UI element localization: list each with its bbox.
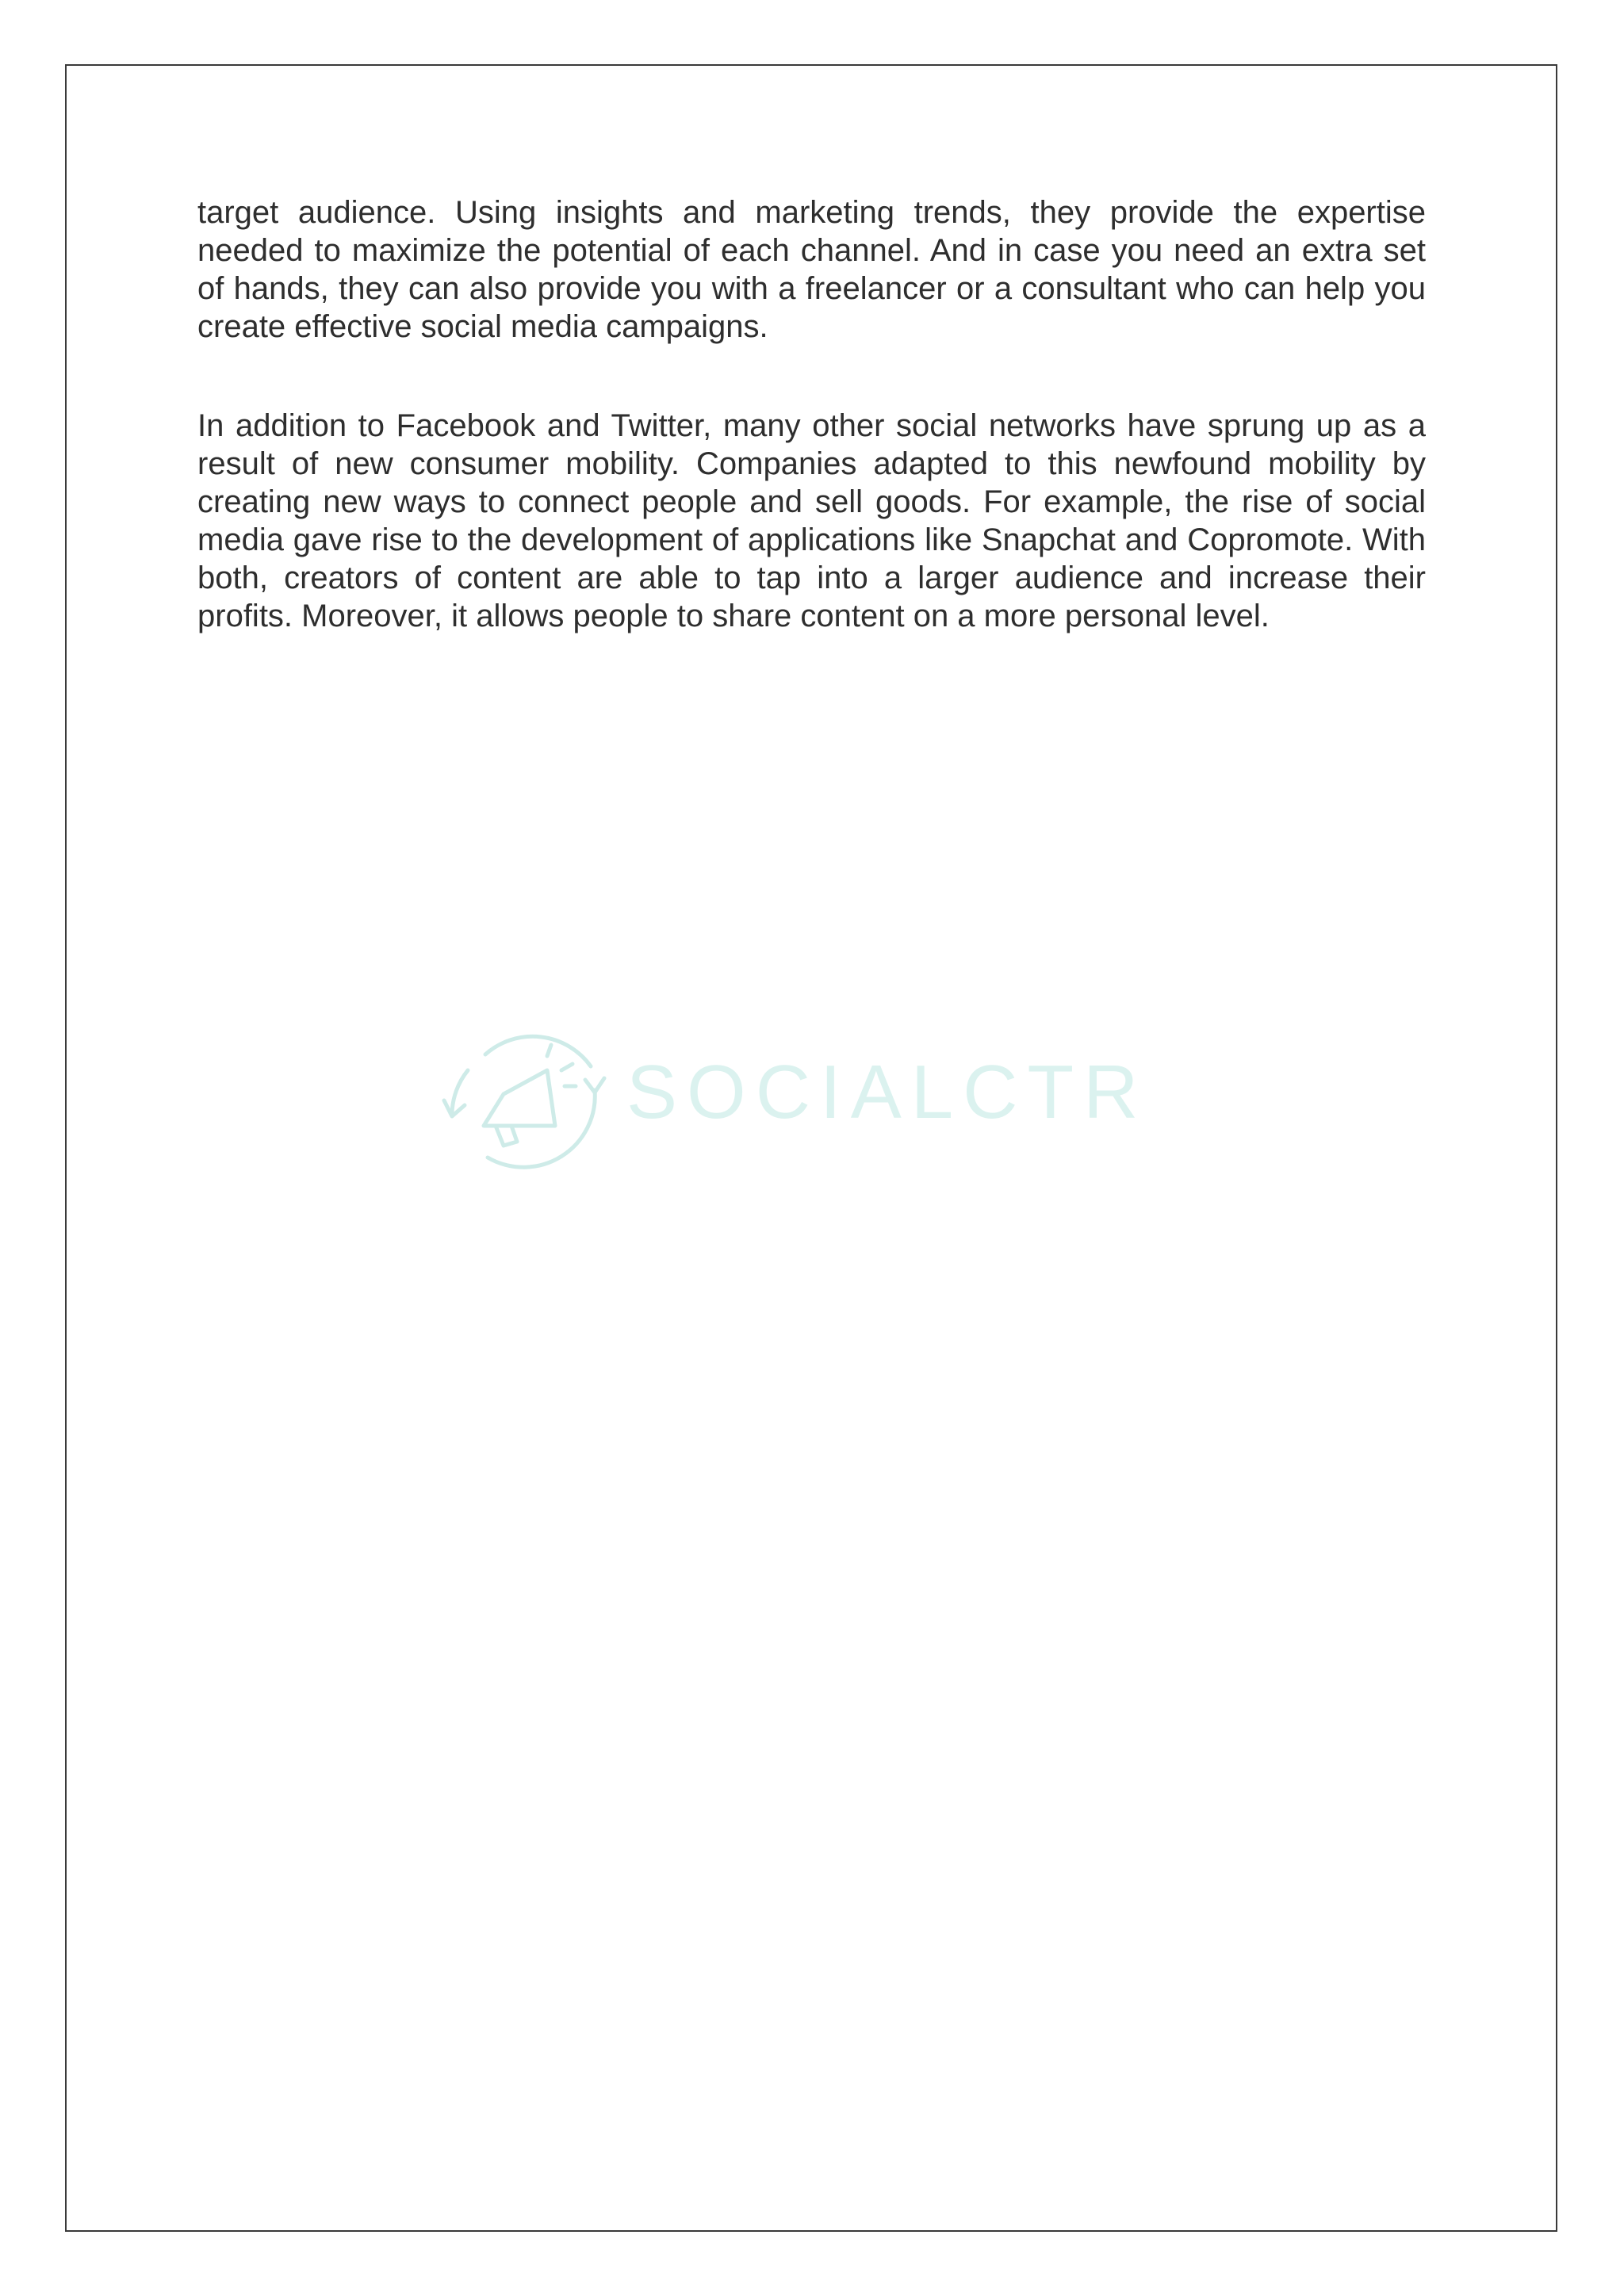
- document-body: [197, 193, 1426, 635]
- paragraph-1: target audience. Using insights and marketing trends, they provide the expertise needed to maximize the potential of each channel. And in case you need an extra set of hands, they can also provide you with a freelancer or a consultant who can help you create effective social media campaigns.: [197, 195, 1426, 344]
- watermark-logo: [428, 1007, 1148, 1181]
- watermark-wordmark: SOCIALCTR: [626, 1050, 1148, 1135]
- megaphone-cycle-icon: [444, 1036, 604, 1167]
- paragraph-2: In addition to Facebook and Twitter, many other social networks have sprung up as a result of new consumer mobility. Companies adapted to this newfound mobility by creating new ways to connect people and sell goods. For example, the rise of social media gave rise to the development of applications like Snapchat and Copromote. With both, creators of content are able to tap into a larger audience and increase their profits. Moreover, it allows people to share content on a more personal level.: [197, 408, 1426, 633]
